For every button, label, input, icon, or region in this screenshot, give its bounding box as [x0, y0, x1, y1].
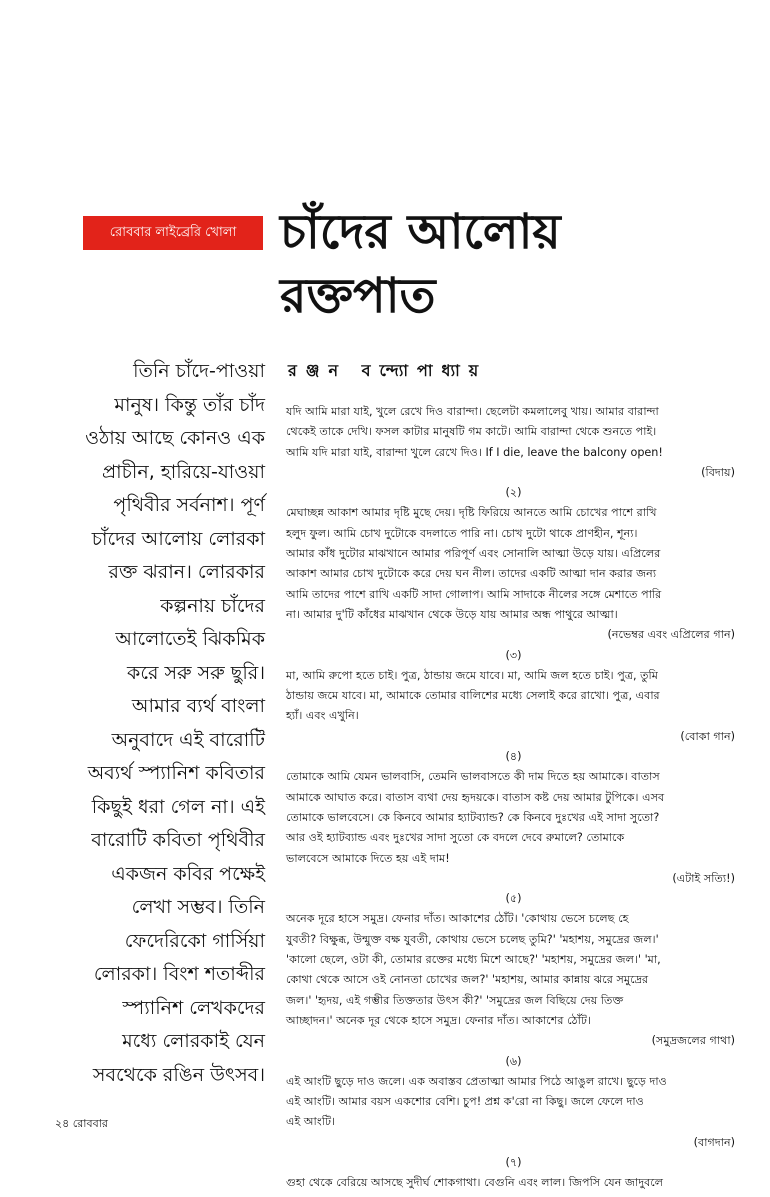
pull-quote-line: কিছুই ধরা গেল না। এই	[91, 795, 265, 818]
poem-line: থেকেই তাকে দেখি। ফসল কাটার মানুষটি গম কাটে। আমি বারান্দা থেকে শুনতে পাই।	[286, 425, 657, 439]
poem-caption: (নভেম্বর এবং এপ্রিলের গান)	[607, 628, 735, 642]
poem-line: হ্যাঁ। এবং এখুনি।	[286, 709, 359, 723]
pull-quote-line: লোরকা। বিংশ শতাব্দীর	[93, 963, 265, 985]
poem-line: আমি যদি মারা যাই, বারান্দা খুলে রেখে দিও। If I die, leave the balcony open!	[286, 445, 663, 459]
pull-quote-line: মানুষ। কিন্তু তাঁর চাঁদ	[114, 393, 265, 416]
poem-line: যুবতী? বিক্ষুব্ধ, উন্মুক্ত বক্ষ যুবতী, কোথায় ভেসে চলেছ তুমি?' 'মহাশয়, সমুদ্রের জল।'	[286, 932, 659, 946]
pull-quote-line: ফেদেরিকো গার্সিয়া	[124, 929, 265, 952]
poem-line: এই আংটি।	[286, 1115, 336, 1129]
pull-quote-line: প্রাচীন, হারিয়ে-যাওয়া	[101, 460, 265, 483]
poem-caption: (বিদায়)	[701, 465, 735, 479]
article-title	[280, 200, 750, 328]
poem-block	[286, 1153, 741, 1194]
poem-line: গুহা থেকে বেরিয়ে আসছে সুদীর্ঘ শোকগাথা। বেগুনি এবং লাল। জিপসি যেন জাদুবলে	[286, 1176, 664, 1190]
poem-line: কোথা থেকে আসে ওই নোনতা চোখের জল?' 'মহাশয়, আমার কান্নায় ঝরে সমুদ্রের	[286, 973, 649, 987]
poem-block	[286, 483, 741, 645]
poem-block	[286, 747, 741, 889]
poem-block	[286, 1052, 741, 1153]
author-byline: রঞ্জন বন্দ্যোপাধ্যায়	[288, 361, 488, 380]
pull-quote-line: লেখা সম্ভব। তিনি	[131, 896, 265, 918]
pull-quote-line: আলোতেই ঝিকমিক	[115, 628, 265, 650]
pull-quote-line: অনুবাদে এই বারোটি	[111, 728, 265, 751]
pull-quote-line: আমার ব্যর্থ বাংলা	[131, 695, 265, 717]
poem-line: অনেক দূরে হাসে সমুদ্র। ফেনার দাঁত। আকাশের ঠোঁট। 'কোথায় ভেসে চলেছ হে	[286, 912, 629, 926]
pull-quote-line: তিনি চাঁদে-পাওয়া	[133, 360, 265, 382]
poem-block	[286, 402, 741, 483]
pull-quote-line: সবথেকে রঙিন উৎসব।	[92, 1063, 265, 1086]
poem-number: (৫)	[505, 892, 522, 906]
pull-quote-line: স্প্যানিশ লেখকদের	[122, 996, 265, 1019]
section-badge: রোববার লাইব্রেরি খোলা	[83, 216, 263, 250]
title-line-2: রক্তপাত	[280, 268, 436, 324]
poem-line: এই আংটি ছুড়ে দাও জলে। এক অবাস্তব প্রেতাত্মা আমার পিঠে আঙুল রাখে। ছুড়ে দাও	[286, 1074, 667, 1088]
poem-line: আর ওই হ্যাটব্যান্ড এবং দুঃখের সাদা সুতো কে বদলে দেবে রুমালে? তোমাকে	[286, 831, 625, 845]
poem-line: ভালবেসে আমাকে দিতে হয় এই দাম!	[286, 851, 450, 865]
poem-caption: (এটাই সত্যি!)	[672, 871, 735, 885]
poem-number: (৬)	[505, 1054, 522, 1068]
poem-line: আমি তাদের পাশে রাখি একটি সাদা গোলাপ। আমি সাদাকে নীলের সঙ্গে মেশাতে পারি	[286, 587, 662, 601]
pull-quote-line: করে সরু সরু ছুরি।	[127, 661, 265, 684]
poem-line: মা, আমি রুপো হতে চাই। পুত্র, ঠান্ডায় জমে যাবে। মা, আমি জল হতে চাই। পুত্র, তুমি	[286, 668, 658, 682]
pull-quote-line: পৃথিবীর সর্বনাশ। পূর্ণ	[113, 494, 265, 516]
pull-quote-line: ওঠায় আছে কোনও এক	[85, 427, 265, 449]
pull-quote-line: রক্ত ঝরান। লোরকার	[108, 561, 265, 583]
pull-quote-line: অব্যর্থ স্প্যানিশ কবিতার	[87, 762, 265, 784]
poem-line: জল।' 'হৃদয়, এই গম্ভীর তিক্ততার উৎস কী?' 'সমুদ্রের জল বিছিয়ে দেয় তিক্ত	[286, 993, 624, 1007]
poem-caption: (বোকা গান)	[680, 729, 735, 743]
pull-quote-line: চাঁদের আলোয় লোরকা	[91, 527, 265, 550]
poem-number: (৭)	[505, 1155, 522, 1169]
poem-block	[286, 646, 741, 747]
poem-line: যদি আমি মারা যাই, খুলে রেখে দিও বারান্দা। ছেলেটা কমলালেবু খায়। আমার বারান্দা	[286, 405, 659, 418]
poem-line: হলুদ ফুল। আমি চোখ দুটোকে বদলাতে পারি না। চোখ দুটো থাকে প্রাণহীন, শূন্য।	[286, 526, 638, 540]
pull-quote-line: কল্পনায় চাঁদের	[160, 594, 265, 617]
pull-quote	[50, 355, 265, 1092]
poem-line: আমার কাঁধ দুটোর মাঝখানে আমার পরিপূর্ণ এবং সোনালি আত্মা উড়ে যায়। এপ্রিলের	[286, 547, 661, 561]
poem-line: না। আমার দু'টি কাঁধের মাঝখান থেকে উড়ে যায় আমার অন্ধ পাথুরে আত্মা।	[286, 607, 618, 621]
poem-line: 'কালো ছেলে, ওটা কী, তোমার রক্তের মধ্যে মিশে আছে?' 'মহাশয়, সমুদ্রের জল।' 'মা,	[286, 953, 661, 967]
poem-line: আমাকে আঘাত করে। বাতাস ব্যথা দেয় হৃদয়কে। বাতাস কষ্ট দেয় আমার টুপিকে। এসব	[286, 790, 665, 804]
page-folio: ২৪ রোববার	[55, 1117, 108, 1130]
pull-quote-line: মধ্যে লোরকাই যেন	[122, 1030, 265, 1052]
poem-block	[286, 889, 741, 1051]
poem-number: (৩)	[505, 648, 522, 662]
poems-column	[286, 402, 741, 1194]
pull-quote-line: বারোটি কবিতা পৃথিবীর	[91, 829, 265, 851]
poem-line: তোমাকে ভালবেসে। কে কিনবে আমার হ্যাটব্যান্ড? কে কিনবে দুঃখের এই সাদা সুতো?	[286, 810, 660, 824]
pull-quote-line: একজন কবির পক্ষেই	[111, 862, 265, 885]
poem-line: তোমাকে আমি যেমন ভালবাসি, তেমনি ভালবাসতে কী দাম দিতে হয় আমাকে। বাতাস	[286, 770, 660, 784]
poem-line: আকাশ আমার চোখ দুটোকে করে দেয় ঘন নীল। তাদের একটি আত্মা দান করার জন্য	[286, 567, 657, 581]
poem-line: এই আংটি। আমার বয়স একশোর বেশি। চুপ! প্রশ্ন ক'রো না কিছু। জলে ফেলে দাও	[286, 1095, 644, 1109]
poem-caption: (বাগদান)	[693, 1135, 735, 1149]
poem-number: (৪)	[505, 750, 522, 764]
title-line-1: চাঁদের আলোয়	[280, 204, 561, 260]
poem-caption: (সমুদ্রজলের গাথা)	[651, 1034, 735, 1048]
poem-line: আচ্ছাদন।' অনেক দূর থেকে হাসে সমুদ্র। ফেনার দাঁত। আকাশের ঠোঁট।	[286, 1013, 591, 1027]
poem-line: মেঘাচ্ছন্ন আকাশ আমার দৃষ্টি মুছে দেয়। দৃষ্টি ফিরিয়ে আনতে আমি চোখের পাশে রাখি	[286, 506, 657, 520]
poem-line: ঠান্ডায় জমে যাবে। মা, আমাকে তোমার বালিশের মধ্যে সেলাই করে রাখো। পুত্র, এবার	[286, 689, 660, 703]
poem-number: (২)	[505, 486, 522, 500]
